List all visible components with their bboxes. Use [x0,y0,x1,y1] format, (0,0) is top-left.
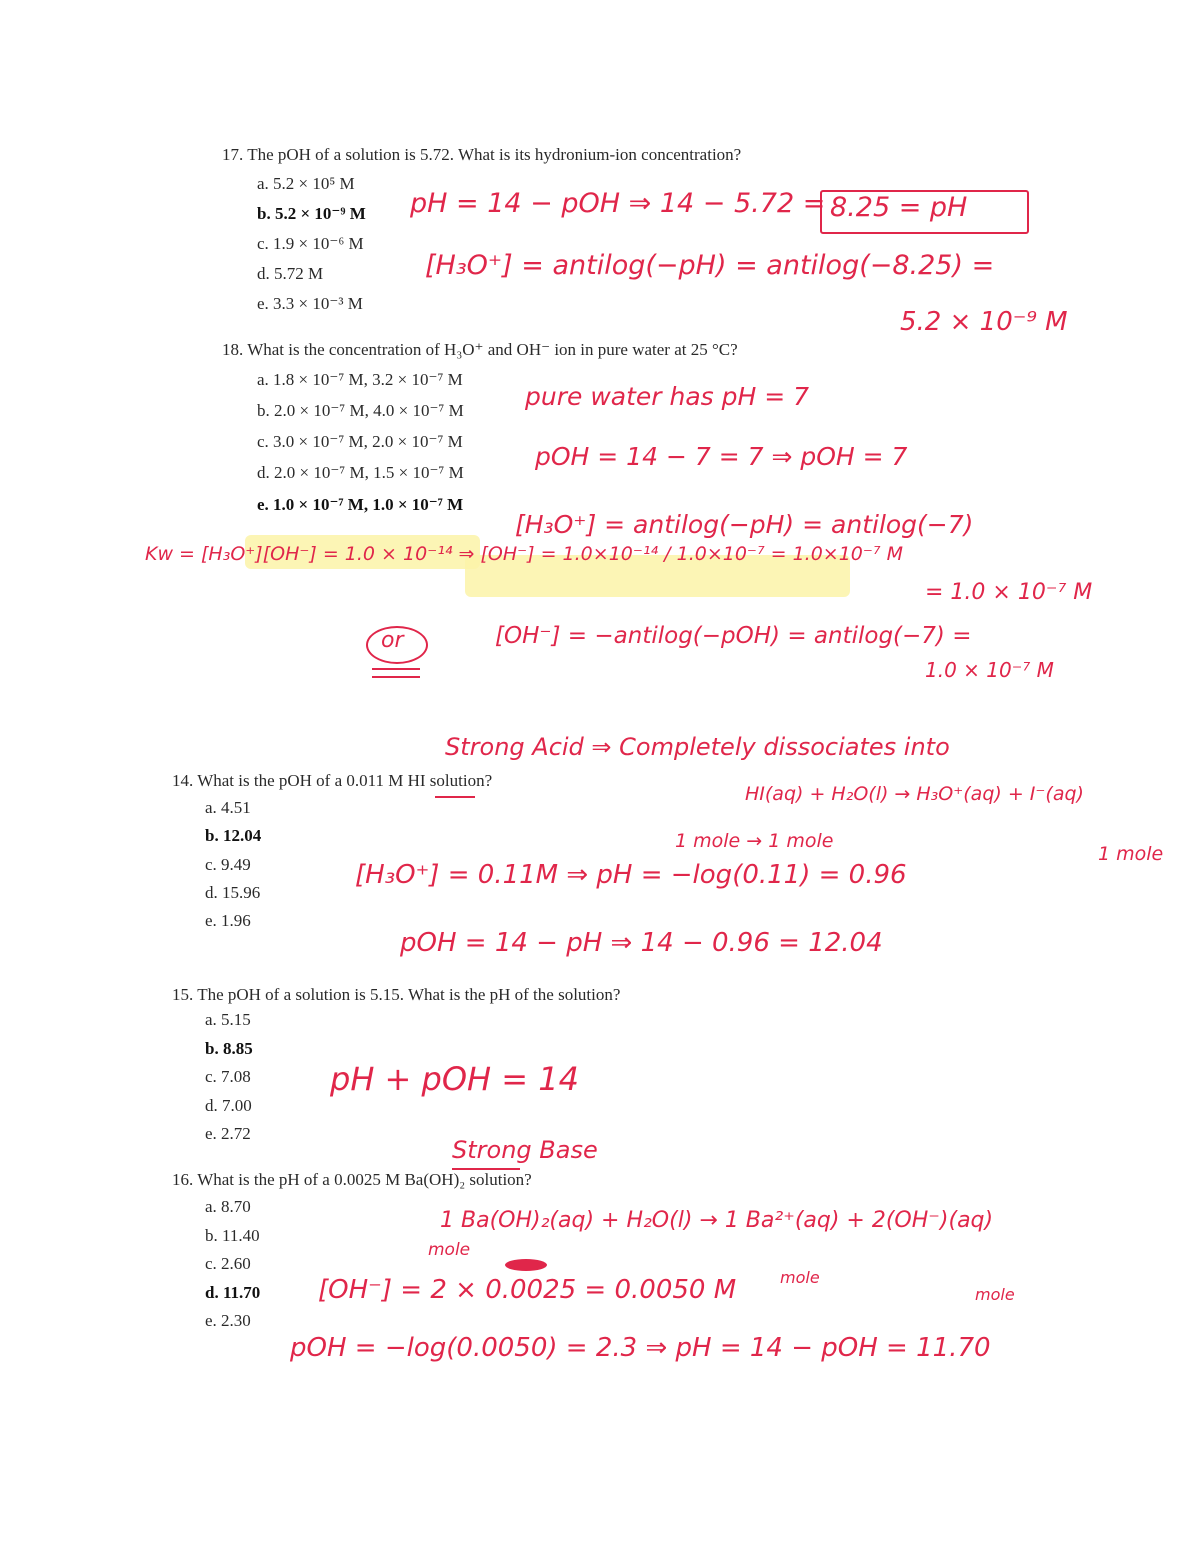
q14-work-line3b: 1 mole [1098,843,1164,865]
q17-option-e: e. 3.3 × 10⁻³ M [257,294,363,313]
question-14-stem: 14. What is the pOH of a 0.011 M HI solution? [172,771,493,790]
scribble-mark [505,1259,547,1271]
hi-underline [435,796,475,798]
q15-option-a: a. 5.15 [205,1010,251,1029]
q18-work-line2: pOH = 14 − 7 = 7 ⇒ pOH = 7 [535,442,908,471]
q18-option-b: b. 2.0 × 10⁻⁷ M, 4.0 × 10⁻⁷ M [257,401,464,420]
q18-option-e: e. 1.0 × 10⁻⁷ M, 1.0 × 10⁻⁷ M [257,495,464,514]
or-underline-2 [372,676,420,678]
q17-option-d: d. 5.72 M [257,264,324,283]
strong-base-underline [452,1168,520,1170]
question-16-stem: 16. What is the pH of a 0.0025 M Ba(OH)₂ solution? [172,1170,532,1189]
q17-option-b: b. 5.2 × 10⁻⁹ M [257,204,366,223]
q18-option-a: a. 1.8 × 10⁻⁷ M, 3.2 × 10⁻⁷ M [257,370,463,389]
q14-work-line4: [H₃O⁺] = 0.11M ⇒ pH = −log(0.11) = 0.96 [355,860,907,890]
q18-work-line4: [OH⁻] = −antilog(−pOH) = antilog(−7) = [495,623,972,649]
q16-option-d: d. 11.70 [205,1283,261,1302]
q16-work-line1d: mole [975,1285,1015,1304]
q16-option-e: e. 2.30 [205,1311,251,1330]
q16-option-b: b. 11.40 [205,1226,260,1245]
q16-work-line1b: mole [428,1240,471,1260]
q18-work-line3: [H₃O⁺] = antilog(−pH) = antilog(−7) [515,510,974,539]
question-18 [222,340,738,360]
q15-work-line1: pH + pOH = 14 [330,1060,579,1098]
q16-option-c: c. 2.60 [205,1254,251,1273]
q15-option-c: c. 7.08 [205,1067,251,1086]
question-14 [172,771,492,791]
q16-work-label: Strong Base [452,1136,598,1164]
q17-option-a: a. 5.2 × 10⁵ M [257,174,355,193]
q18-work-kw: Kw = [H₃O⁺][OH⁻] = 1.0 × 10⁻¹⁴ ⇒ [OH⁻] = 1.0×10⁻¹⁴ / 1.0×10⁻⁷ = 1.0×10⁻⁷ M [145,543,903,565]
q14-work-line3: 1 mole → 1 mole [675,830,834,852]
q14-option-e: e. 1.96 [205,911,251,930]
q14-option-c: c. 9.49 [205,855,251,874]
q18-work-or: or [381,628,404,653]
q15-option-b: b. 8.85 [205,1039,253,1058]
q17-option-c: c. 1.9 × 10⁻⁶ M [257,234,364,253]
q14-option-d: d. 15.96 [205,883,261,902]
q17-work-boxed: 8.25 = pH [830,192,968,223]
q16-work-line1: 1 Ba(OH)₂(aq) + H₂O(l) → 1 Ba²⁺(aq) + 2(OH⁻)(aq) [440,1208,994,1233]
q16-work-line2: [OH⁻] = 2 × 0.0025 = 0.0050 M [318,1275,737,1305]
question-15 [172,985,620,1005]
q17-work-line2: [H₃O⁺] = antilog(−pH) = antilog(−8.25) = [425,250,995,281]
q16-work-line1c: mole [780,1268,820,1287]
q18-option-d: d. 2.0 × 10⁻⁷ M, 1.5 × 10⁻⁷ M [257,463,464,482]
q14-work-line2: HI(aq) + H₂O(l) → H₃O⁺(aq) + I⁻(aq) [745,783,1084,805]
q16-work-line3: pOH = −log(0.0050) = 2.3 ⇒ pH = 14 − pOH = 11.70 [290,1333,991,1363]
q14-option-a: a. 4.51 [205,798,251,817]
q16-option-a: a. 8.70 [205,1197,251,1216]
q18-work-line4b: 1.0 × 10⁻⁷ M [925,658,1054,682]
q14-work-line1: Strong Acid ⇒ Completely dissociates into [445,733,950,761]
question-17 [222,145,741,165]
q17-work-line1: pH = 14 − pOH ⇒ 14 − 5.72 = [410,188,826,219]
q17-work-line3: 5.2 × 10⁻⁹ M [900,307,1068,337]
q18-work-line3b: = 1.0 × 10⁻⁷ M [925,580,1093,605]
question-17-stem: 17. The pOH of a solution is 5.72. What is its hydronium-ion concentration? [222,145,742,164]
q14-option-b: b. 12.04 [205,826,262,845]
q18-option-c: c. 3.0 × 10⁻⁷ M, 2.0 × 10⁻⁷ M [257,432,463,451]
or-underline-1 [372,668,420,670]
q15-option-e: e. 2.72 [205,1124,251,1143]
q14-work-line5: pOH = 14 − pH ⇒ 14 − 0.96 = 12.04 [400,928,883,958]
question-18-stem: 18. What is the concentration of H₃O⁺ and OH⁻ ion in pure water at 25 °C? [222,340,738,359]
question-16 [172,1170,532,1190]
q18-work-line1: pure water has pH = 7 [525,382,810,411]
question-15-stem: 15. The pOH of a solution is 5.15. What is the pH of the solution? [172,985,621,1004]
q15-option-d: d. 7.00 [205,1096,252,1115]
